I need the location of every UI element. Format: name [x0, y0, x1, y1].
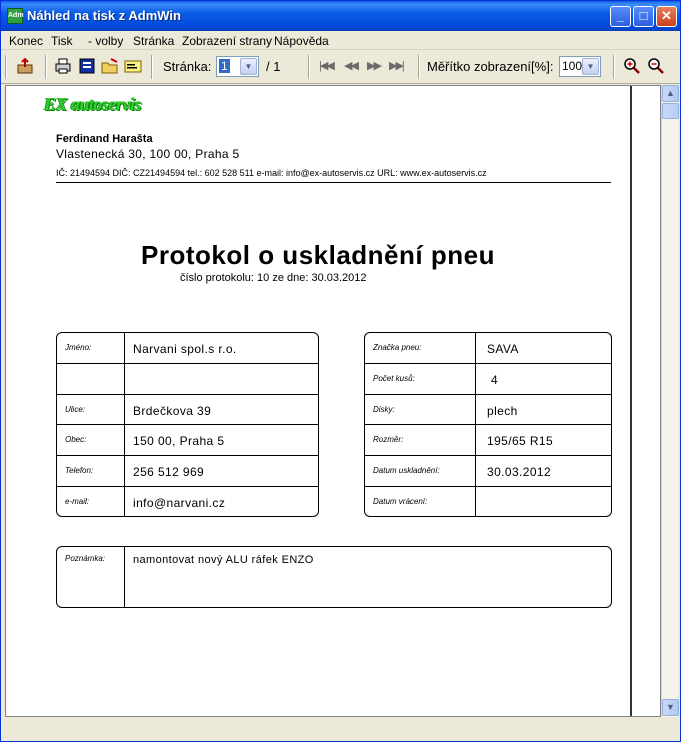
tires-label: Datum uskladnění:	[373, 466, 440, 475]
zoom-in-icon[interactable]	[623, 58, 641, 74]
document-title: Protokol o uskladnění pneu	[141, 240, 495, 270]
company-logo: EX autoservis	[44, 94, 142, 114]
tires-value: 195/65 R15	[487, 434, 554, 448]
tires-value: SAVA	[487, 342, 519, 356]
page-select[interactable]	[216, 56, 259, 77]
column-divider	[124, 547, 125, 608]
tires-label: Datum vrácení:	[373, 497, 428, 506]
toolbar-separator	[45, 55, 47, 79]
tires-value: 4	[491, 373, 499, 387]
customer-value: Narvani spol.s r.o.	[133, 342, 237, 356]
customer-row	[57, 425, 319, 456]
scroll-thumb[interactable]	[662, 103, 679, 119]
scale-select-value: 100	[562, 59, 583, 73]
tires-label: Značka pneu:	[373, 343, 422, 352]
customer-label: Obec:	[65, 435, 87, 444]
bottom-frame	[5, 717, 661, 739]
customer-row	[57, 456, 319, 487]
zoom-out-icon[interactable]	[647, 58, 665, 74]
menu-stranka[interactable]: Stránka	[133, 34, 175, 48]
tires-row	[365, 364, 612, 395]
company-address: Vlastenecká 30, 100 00, Praha 5	[56, 147, 240, 161]
maximize-button[interactable]: □	[633, 6, 654, 27]
printer-icon[interactable]	[54, 58, 72, 74]
customer-label: e-mail:	[65, 497, 90, 506]
tires-label: Disky:	[373, 405, 395, 414]
customer-row	[57, 395, 319, 425]
menu-bar	[1, 31, 680, 50]
minimize-button[interactable]: _	[610, 6, 631, 27]
next-page-icon[interactable]: ▶▶	[367, 60, 380, 72]
print-settings-icon[interactable]	[78, 58, 96, 74]
previous-page-icon[interactable]: ◀◀	[344, 60, 357, 72]
menu-volby[interactable]: - volby	[88, 34, 124, 48]
exit-icon[interactable]	[16, 58, 34, 74]
tires-label: Počet kusů:	[373, 374, 415, 383]
email-icon[interactable]	[124, 58, 142, 74]
customer-label: Ulice:	[65, 405, 86, 414]
tires-value: 30.03.2012	[487, 465, 552, 479]
menu-napoveda[interactable]: Nápověda	[274, 34, 329, 48]
scale-label: Měřítko zobrazení[%]:	[427, 59, 554, 74]
customer-value: Brdečkova 39	[133, 404, 212, 418]
open-icon[interactable]	[101, 58, 119, 74]
document-subtitle: číslo protokolu: 10 ze dne: 30.03.2012	[180, 272, 367, 284]
toolbar-separator	[5, 55, 7, 79]
customer-row	[57, 364, 319, 395]
tires-row	[365, 425, 612, 456]
menu-tisk[interactable]: Tisk	[51, 34, 73, 48]
customer-label: Telefon:	[65, 466, 94, 475]
tires-value: plech	[487, 404, 518, 418]
page-edge	[630, 86, 632, 717]
chevron-down-icon[interactable]: ▼	[240, 58, 257, 75]
toolbar-separator	[418, 55, 420, 79]
first-page-icon[interactable]: |◀◀	[319, 60, 333, 72]
tires-row	[365, 333, 612, 364]
company-name: Ferdinand Harašta	[56, 133, 153, 145]
last-page-icon[interactable]: ▶▶|	[389, 60, 403, 72]
toolbar	[1, 50, 680, 84]
note-label: Poznámka:	[65, 554, 106, 563]
note-box	[56, 546, 612, 608]
toolbar-separator	[613, 55, 615, 79]
tires-row	[365, 487, 612, 517]
customer-value: 256 512 969	[133, 465, 205, 479]
close-button[interactable]: ✕	[656, 6, 677, 27]
app-icon: Adm	[7, 8, 23, 24]
company-ids: IČ: 21494594 DIČ: CZ21494594 tel.: 602 528 511 e-mail: info@ex-autoservis.cz URL: www.ex-autoservis.cz	[56, 168, 487, 178]
page-total: / 1	[266, 59, 281, 74]
scale-select[interactable]	[559, 56, 601, 77]
tires-box	[364, 332, 612, 517]
menu-zobrazeni-strany[interactable]: Zobrazení strany	[182, 34, 273, 48]
window-title: Náhled na tisk z AdmWin	[27, 8, 181, 23]
tires-row	[365, 456, 612, 487]
note-value: namontovat nový ALU ráfek ENZO	[133, 554, 314, 566]
customer-box	[56, 332, 319, 517]
title-bar	[1, 1, 680, 31]
preview-area[interactable]	[5, 85, 661, 717]
toolbar-separator	[151, 55, 153, 79]
tires-label: Rozměr:	[373, 435, 404, 444]
page-label: Stránka:	[163, 59, 212, 74]
header-divider	[56, 182, 611, 183]
scroll-down-icon[interactable]: ▼	[662, 699, 679, 716]
customer-label: Jméno:	[65, 343, 92, 352]
chevron-down-icon[interactable]: ▼	[582, 58, 599, 75]
scroll-up-icon[interactable]: ▲	[662, 85, 679, 102]
page-select-value: 1	[221, 59, 228, 73]
customer-value: 150 00, Praha 5	[133, 434, 225, 448]
customer-row	[57, 487, 319, 517]
customer-value: info@narvani.cz	[133, 496, 226, 510]
menu-konec[interactable]: Konec	[9, 34, 44, 48]
tires-row	[365, 395, 612, 425]
vertical-scrollbar[interactable]	[661, 85, 678, 717]
toolbar-separator	[308, 55, 310, 79]
customer-row	[57, 333, 319, 364]
